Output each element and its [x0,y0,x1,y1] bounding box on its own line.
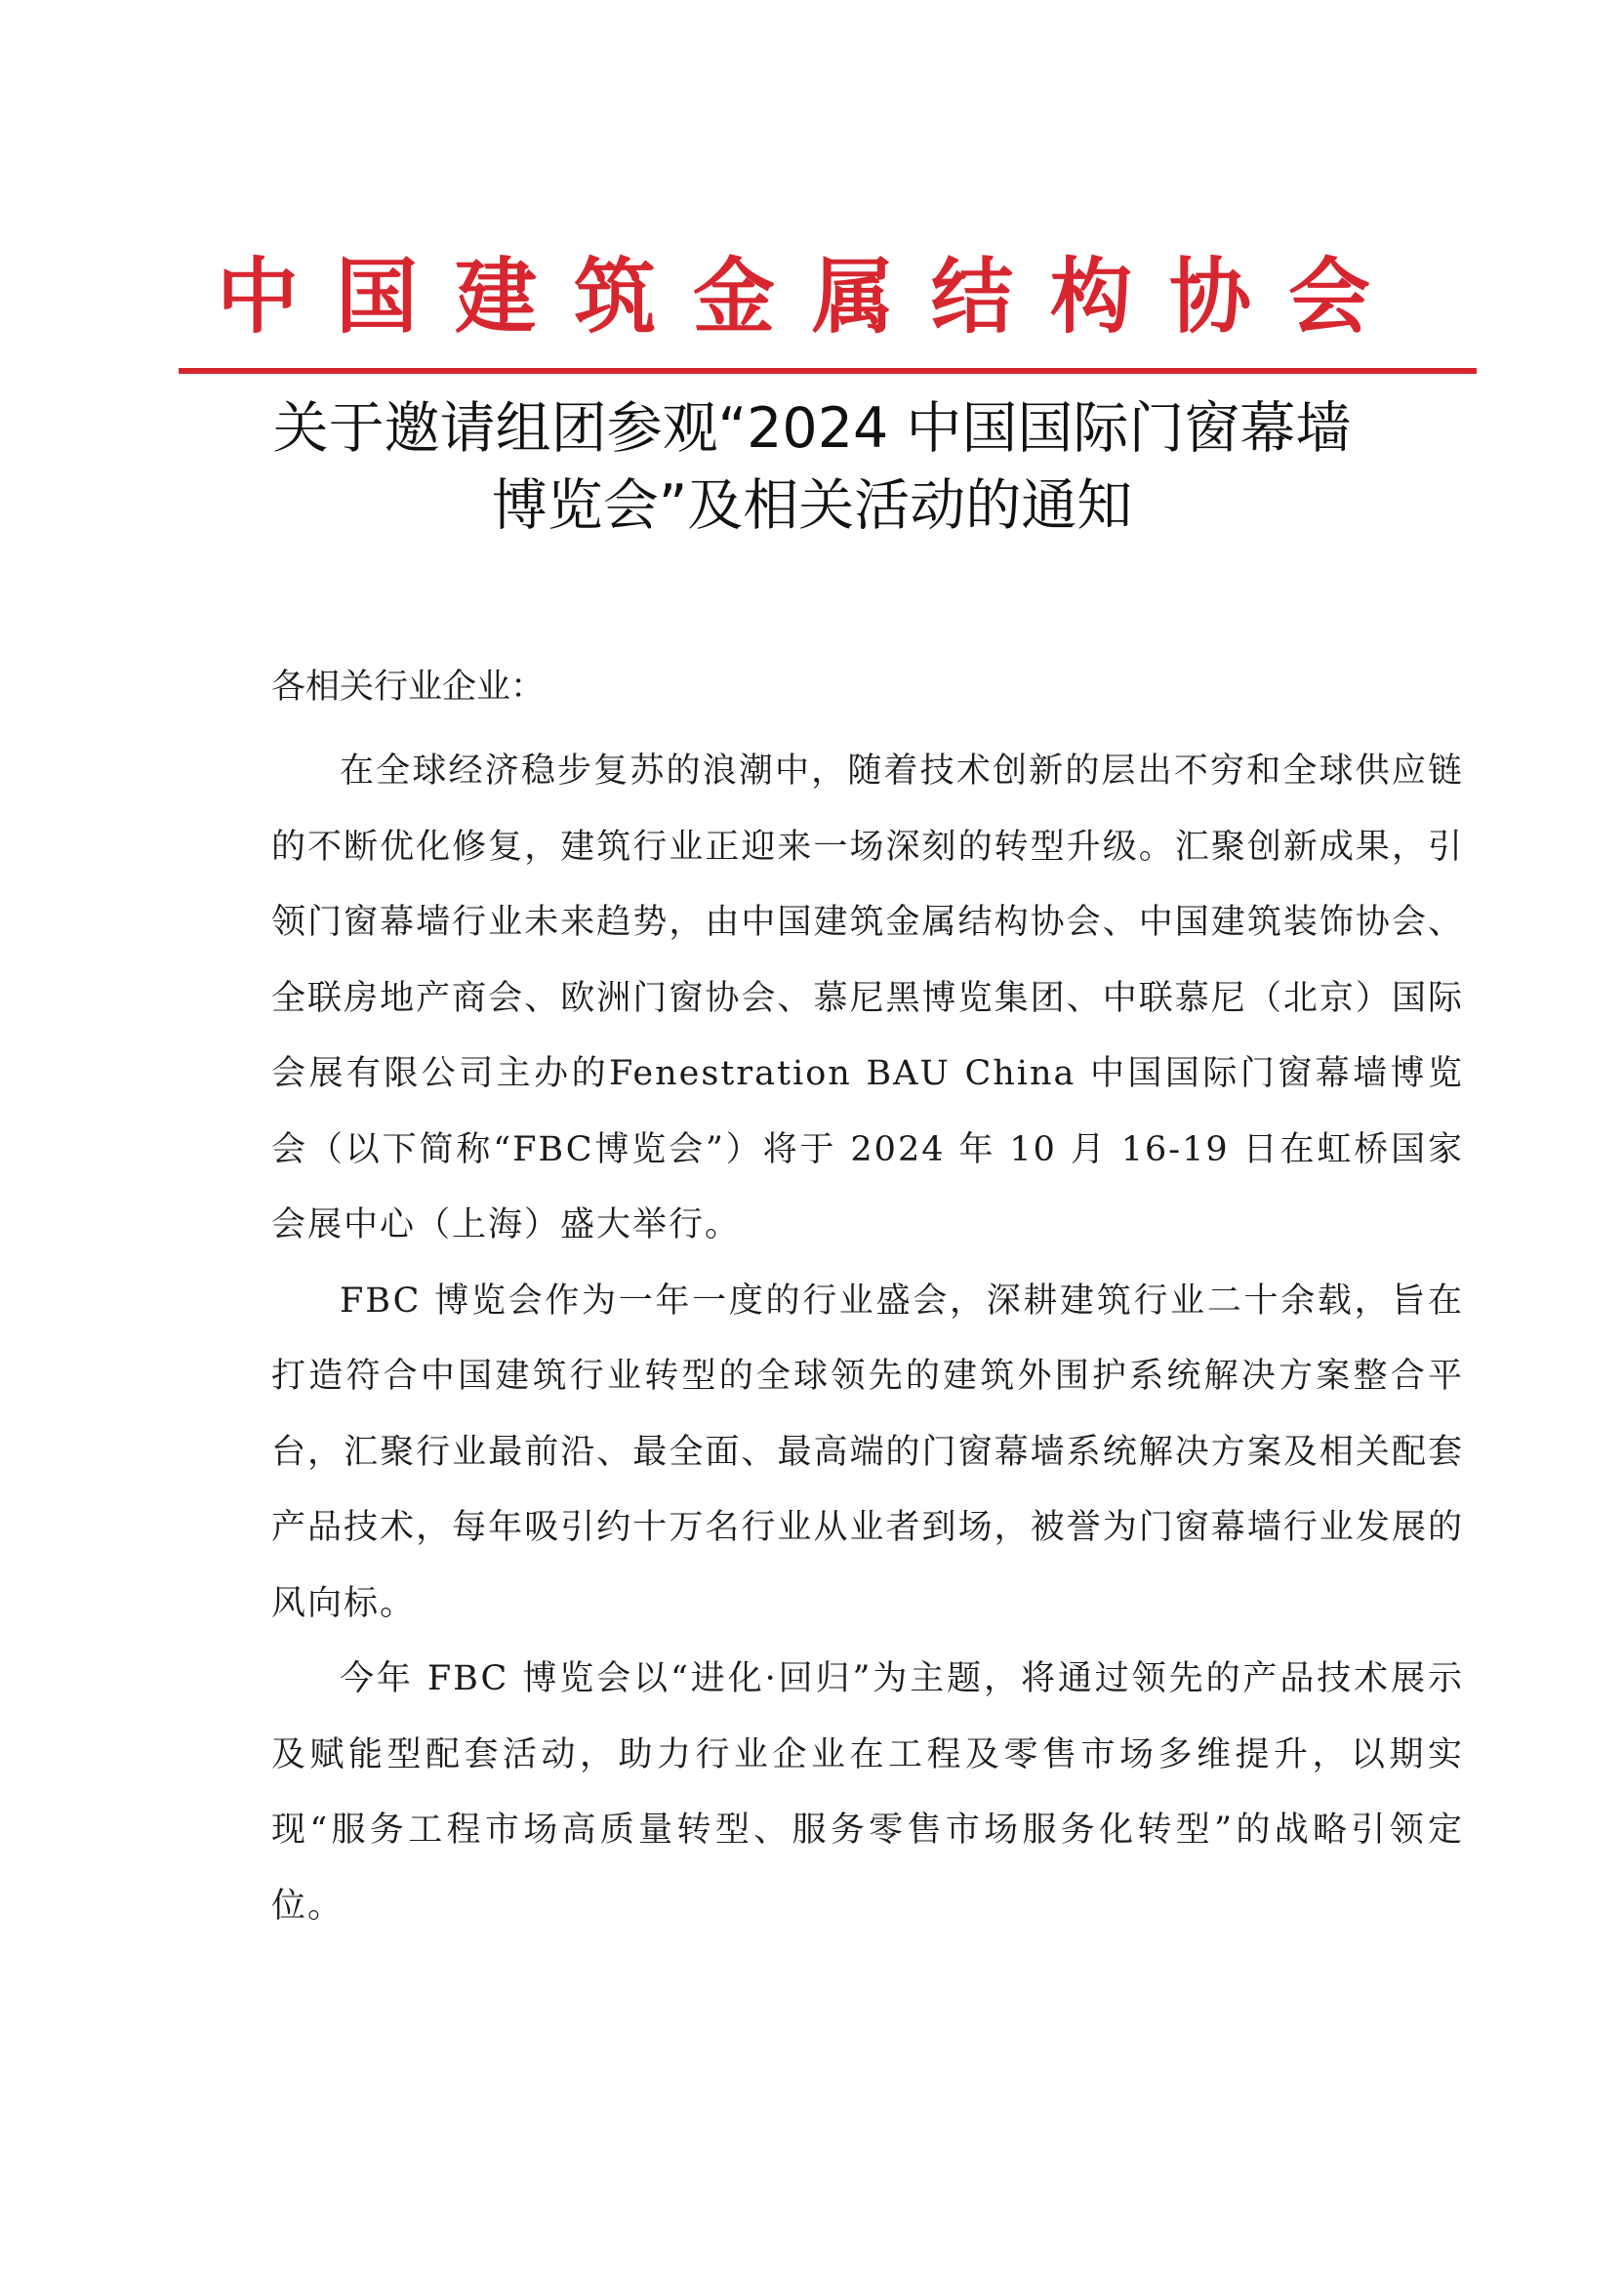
letterhead-divider [179,368,1477,374]
body-paragraph-1: 在全球经济稳步复苏的浪潮中，随着技术创新的层出不穷和全球供应链的不断优化修复，建筑行业正迎来一场深刻的转型升级。汇聚创新成果，引领门窗幕墙行业未来趋势，由中国建筑金属结构协会、中国建筑装饰协会、全联房地产商会、欧洲门窗协会、慕尼黑博览集团、中联慕尼（北京）国际会展有限公司主办的Fenestration BAU China 中国国际门窗幕墙博览会（以下简称“FBC博览会”）将于 2024 年 10 月 16-19 日在虹桥国家会展中心（上海）盛大举行。 [271,752,1464,1244]
document-title-line-2: 博览会”及相关活动的通知 [491,473,1133,538]
letterhead-org-name: 中国建筑金属结构协会 [216,248,1407,345]
body-paragraph-3: 今年 FBC 博览会以“进化·回归”为主题，将通过领先的产品技术展示及赋能型配套活动，助力行业企业在工程及零售市场多维提升，以期实现“服务工程市场高质量转型、服务零售市场服务化转型”的战略引领定位。 [271,1659,1464,1926]
salutation: 各相关行业企业： [271,668,546,707]
body-paragraph-2: FBC 博览会作为一年一度的行业盛会，深耕建筑行业二十余载，旨在打造符合中国建筑行业转型的全球领先的建筑外围护系统解决方案整合平台，汇聚行业最前沿、最全面、最高端的门窗幕墙系统解决方案及相关配套产品技术，每年吸引约十万名行业从业者到场，被誉为门窗幕墙行业发展的风向标。 [271,1281,1464,1623]
document-title [195,390,1429,545]
document-body [271,734,1464,1944]
document-title-line-1: 关于邀请组团参观“2024 中国国际门窗幕墙 [272,396,1352,461]
